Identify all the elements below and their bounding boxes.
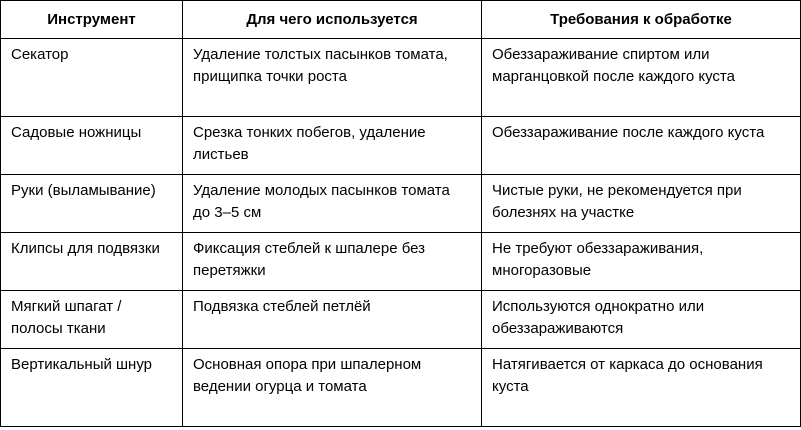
- cell-treatment: Обеззараживание после каждого куста: [482, 117, 801, 175]
- cell-purpose: Удаление молодых пасынков томата до 3–5 см: [183, 175, 482, 233]
- cell-treatment: Используются однократно или обеззараживаются: [482, 291, 801, 349]
- table-header-row: [1, 1, 801, 39]
- cell-instrument: Садовые ножницы: [1, 117, 183, 175]
- cell-purpose: Срезка тонких побегов, удаление листьев: [183, 117, 482, 175]
- cell-instrument: Секатор: [1, 39, 183, 117]
- cell-purpose: Основная опора при шпалерном ведении огурца и томата: [183, 349, 482, 427]
- cell-instrument: Руки (выламывание): [1, 175, 183, 233]
- cell-instrument: Мягкий шпагат / полосы ткани: [1, 291, 183, 349]
- cell-purpose: Фиксация стеблей к шпалере без перетяжки: [183, 233, 482, 291]
- cell-treatment: Натягивается от каркаса до основания куста: [482, 349, 801, 427]
- header-treatment: Требования к обработке: [482, 1, 801, 39]
- cell-treatment: Не требуют обеззараживания, многоразовые: [482, 233, 801, 291]
- cell-instrument: Клипсы для подвязки: [1, 233, 183, 291]
- header-purpose: Для чего используется: [183, 1, 482, 39]
- cell-treatment: Обеззараживание спиртом или марганцовкой после каждого куста: [482, 39, 801, 117]
- table-row: [1, 39, 801, 117]
- table-row: [1, 117, 801, 175]
- cell-instrument: Вертикальный шнур: [1, 349, 183, 427]
- table-row: [1, 233, 801, 291]
- cell-treatment: Чистые руки, не рекомендуется при болезнях на участке: [482, 175, 801, 233]
- header-instrument: Инструмент: [1, 1, 183, 39]
- cell-purpose: Удаление толстых пасынков томата, прищипка точки роста: [183, 39, 482, 117]
- table-row: [1, 349, 801, 427]
- cell-purpose: Подвязка стеблей петлёй: [183, 291, 482, 349]
- table-row: [1, 175, 801, 233]
- table-row: [1, 291, 801, 349]
